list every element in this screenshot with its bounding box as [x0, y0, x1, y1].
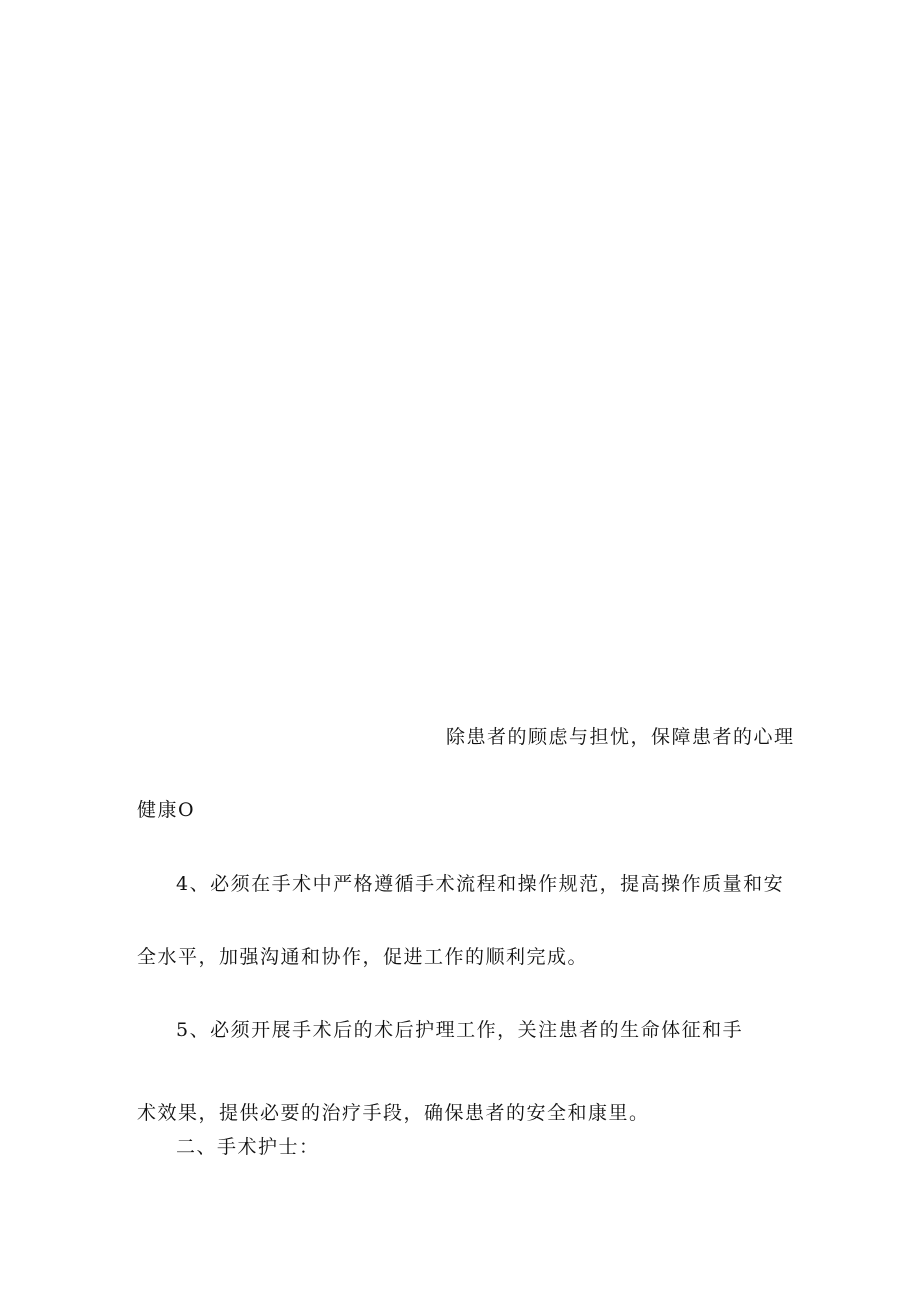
list-item-5-line-1: 5、必须开展手术后的术后护理工作，关注患者的生命体征和手 [176, 1019, 744, 1041]
paragraph-line-2: 健康O [137, 799, 196, 821]
list-item-4-line-2: 全水平，加强沟通和协作，促进工作的顺利完成。 [137, 946, 589, 968]
section-heading: 二、手术护士： [176, 1136, 320, 1158]
paragraph-line-1: 除患者的顾虑与担忧，保障患者的心理 [446, 726, 795, 748]
list-item-5-line-2: 术效果，提供必要的治疗手段，确保患者的安全和康里。 [137, 1102, 650, 1124]
list-item-4-line-1: 4、必须在手术中严格遵循手术流程和操作规范，提高操作质量和安 [176, 873, 785, 895]
